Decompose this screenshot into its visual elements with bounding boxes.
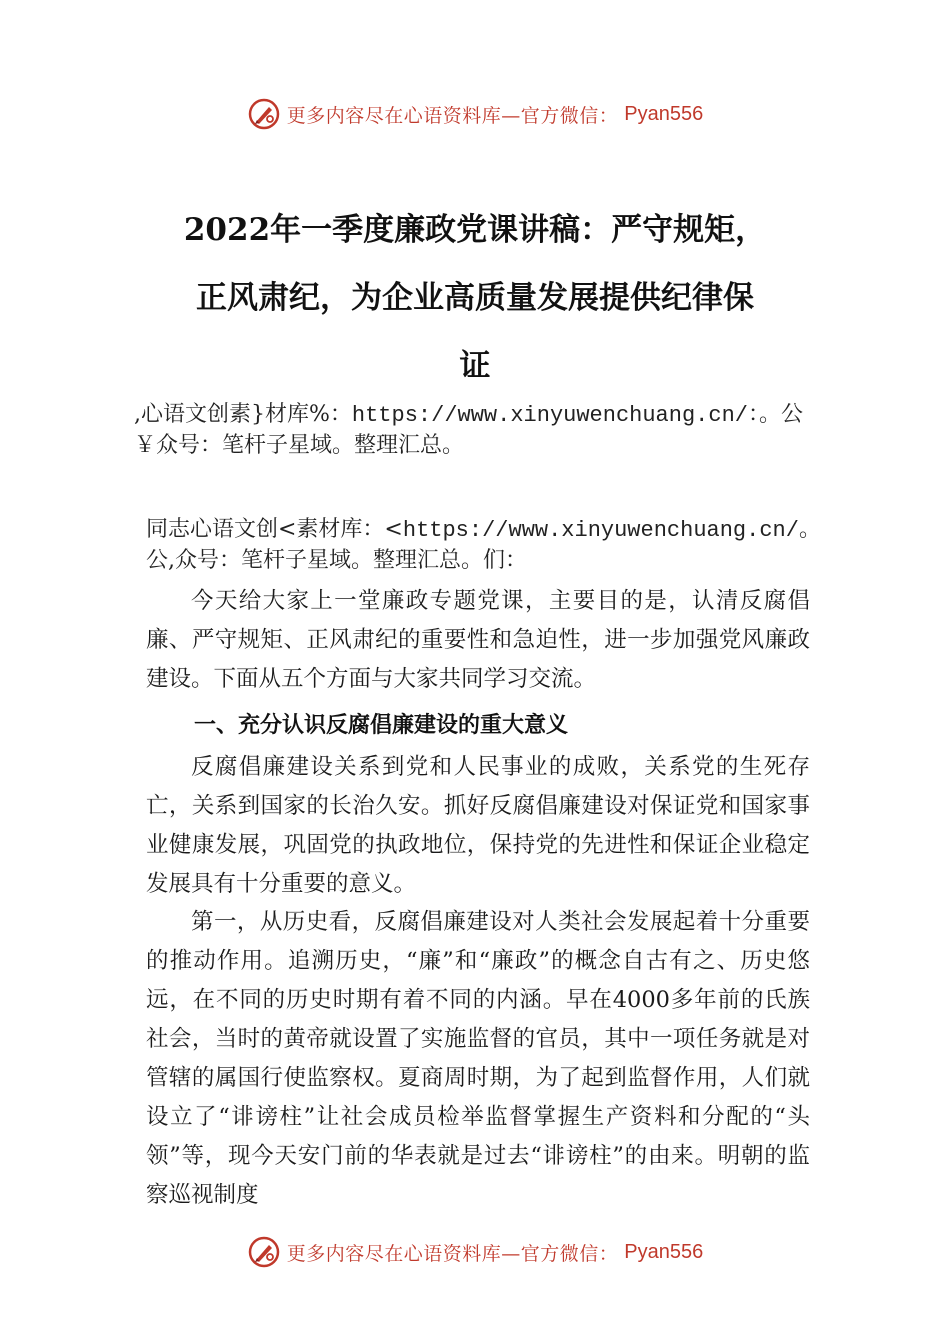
note1-suffix: ￥众号：笔杆子星域。整理汇总。	[134, 433, 465, 458]
title-line-3: 证	[459, 348, 491, 384]
document-title	[120, 196, 830, 400]
source-note-2	[146, 515, 836, 576]
source-note-1	[134, 400, 834, 461]
section-heading-1: 一、充分认识反腐倡廉建设的重大意义	[194, 713, 569, 738]
title-line-1: 2022年一季度廉政党课讲稿：严守规矩，	[183, 212, 767, 248]
note2-prefix: 同志心语文创<素材库：<	[146, 517, 403, 542]
note1-url: https://www.xinyuwenchuang.cn/：。公	[351, 403, 803, 428]
note2-suffix: 公,众号：笔杆子星域。整理汇总。们：	[146, 548, 527, 573]
banner-wechat-id: Pyan556	[624, 102, 704, 125]
paragraph-significance: 反腐倡廉建设关系到党和人民事业的成败，关系党的生死存亡，关系到国家的长治久安。抓好反腐倡廉建设对保证党和国家事业健康发展，巩固党的执政地位，保持党的先进性和保证企业稳定发展具有十分重要的意义。	[146, 754, 810, 897]
title-line-2: 正风肃纪，为企业高质量发展提供纪律保	[196, 280, 754, 316]
banner-text: 更多内容尽在心语资料库—官方微信：	[286, 1242, 619, 1265]
banner-text: 更多内容尽在心语资料库—官方微信：	[286, 104, 619, 127]
pen-logo-icon	[247, 97, 281, 131]
banner-wechat-id: Pyan556	[624, 1240, 704, 1263]
header-banner	[0, 94, 950, 134]
pen-logo-icon	[247, 1235, 281, 1269]
footer-banner	[0, 1232, 950, 1272]
paragraph-history: 第一，从历史看，反腐倡廉建设对人类社会发展起着十分重要的推动作用。追溯历史，“廉”和“廉政”的概念自古有之、历史悠远，在不同的历史时期有着不同的内涵。早在4000多年前的氏族社会，当时的黄帝就设置了实施监督的官员，其中一项任务就是对管辖的属国行使监察权。夏商周时期，为了起到监督作用，人们就设立了“诽谤柱”让社会成员检举监督掌握生产资料和分配的“头领”等，现今天安门前的华表就是过去“诽谤柱”的由来。明朝的监察巡视制度	[146, 909, 810, 1208]
paragraph-intro: 今天给大家上一堂廉政专题党课，主要目的是，认清反腐倡廉、严守规矩、正风肃纪的重要性和急迫性，进一步加强党风廉政建设。下面从五个方面与大家共同学习交流。	[146, 588, 810, 692]
note2-url: https://www.xinyuwenchuang.cn/。	[402, 518, 821, 543]
note1-prefix: ,心语文创素}材库%：	[134, 402, 352, 427]
